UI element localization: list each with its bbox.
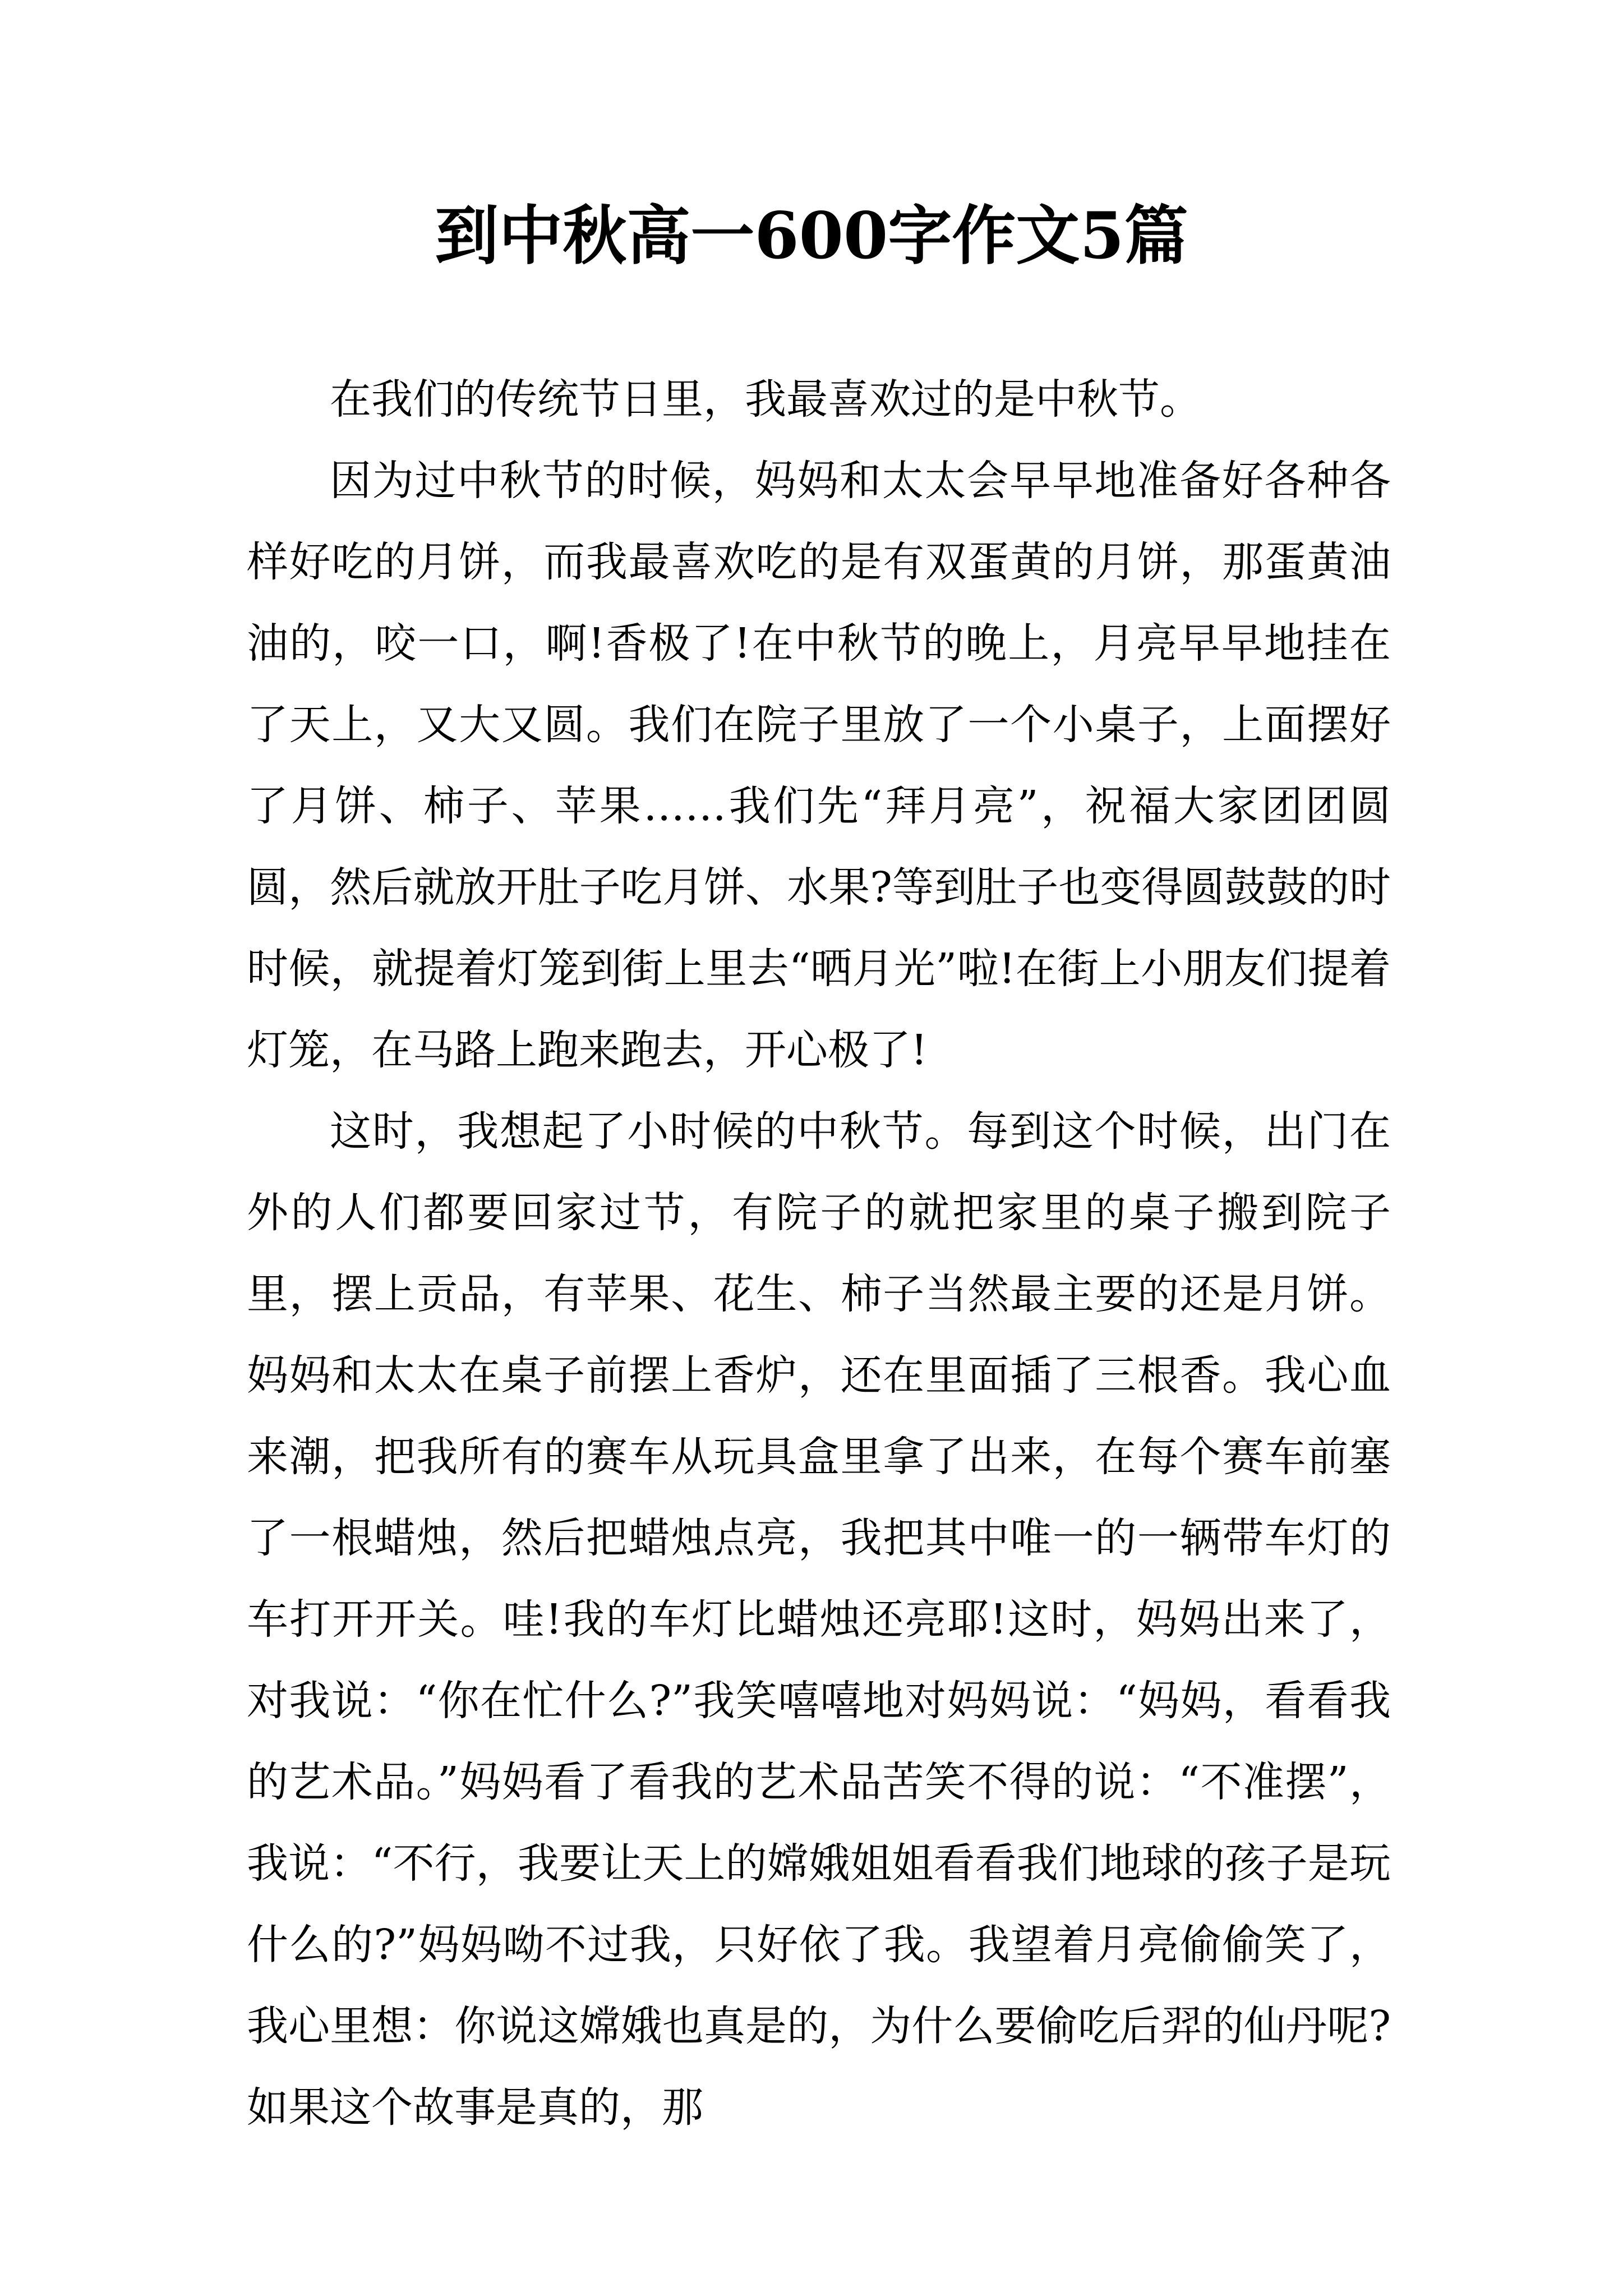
paragraph: 因为过中秋节的时候，妈妈和太太会早早地准备好各种各样好吃的月饼，而我最喜欢吃的是有双蛋黄的月饼，那蛋黄油油的，咬一口，啊!香极了!在中秋节的晚上，月亮早早地挂在了天上，又大又圆。我们在院子里放了一个小桌子，上面摆好了月饼、柿子、苹果……我们先“拜月亮”，祝福大家团团圆圆，然后就放开肚子吃月饼、水果?等到肚子也变得圆鼓鼓的时时候，就提着灯笼到街上里去“晒月光”啦!在街上小朋友们提着灯笼，在马路上跑来跑去，开心极了! xyxy=(247,457,1391,1074)
paragraph: 这时，我想起了小时候的中秋节。每到这个时候，出门在外的人们都要回家过节，有院子的就把家里的桌子搬到院子里，摆上贡品，有苹果、花生、柿子当然最主要的还是月饼。妈妈和太太在桌子前摆上香炉，还在里面插了三根香。我心血来潮，把我所有的赛车从玩具盒里拿了出来，在每个赛车前塞了一根蜡烛，然后把蜡烛点亮，我把其中唯一的一辆带车灯的车打开开关。哇!我的车灯比蜡烛还亮耶!这时，妈妈出来了，对我说：“你在忙什么?”我笑嘻嘻地对妈妈说：“妈妈，看看我的艺术品。”妈妈看了看我的艺术品苦笑不得的说：“不准摆”，我说：“不行，我要让天上的嫦娥姐姐看看我们地球的孩子是玩什么的?”妈妈呦不过我，只好依了我。我望着月亮偷偷笑了，我心里想：你说这嫦娥也真是的，为什么要偷吃后羿的仙丹呢?如果这个故事是真的，那 xyxy=(247,1107,1391,2132)
document-body xyxy=(247,359,1391,2148)
paragraph: 在我们的传统节日里，我最喜欢过的是中秋节。 xyxy=(330,375,1201,424)
document-title: 到中秋高一600字作文5篇 xyxy=(435,198,1188,273)
